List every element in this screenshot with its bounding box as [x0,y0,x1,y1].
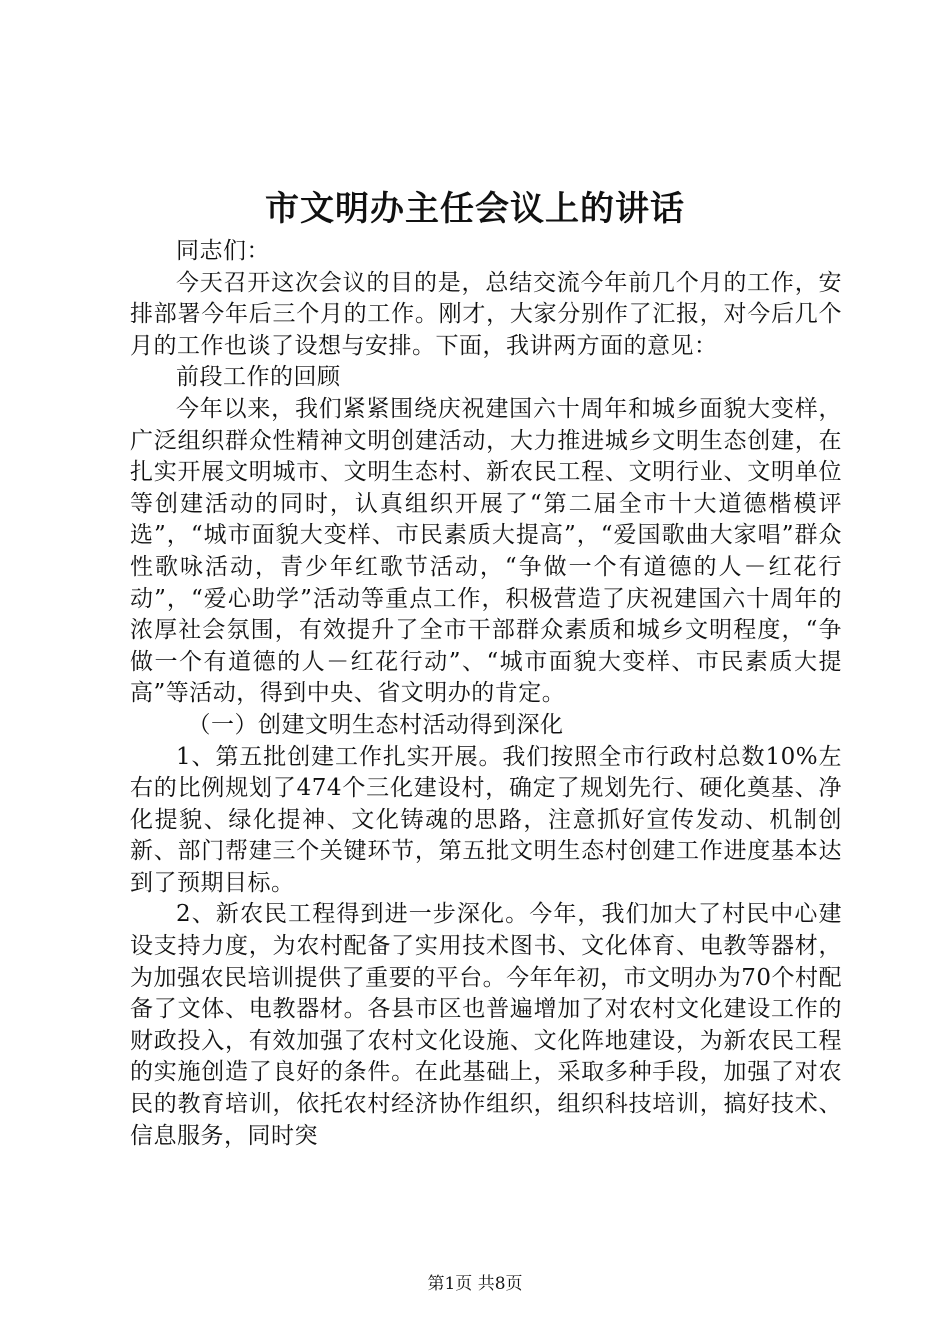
item-paragraph-2: 2、新农民工程得到进一步深化。今年，我们加大了村民中心建设支持力度，为农村配备了实用技术图书、文化体育、电教等器材，为加强农民培训提供了重要的平台。今年年初，市文明办为70个村配备了文体、电教器材。各县市区也普遍增加了对农村文化建设工作的财政投入，有效加强了农村文化设施、文化阵地建设，为新农民工程的实施创造了良好的条件。在此基础上，采取多种手段，加强了对农民的教育培训，依托农村经济协作组织，组织科技培训，搞好技术、信息服务，同时突 [130,901,842,1149]
page-footer: 第1页 共8页 [427,1274,523,1294]
intro-paragraph: 今天召开这次会议的目的是，总结交流今年前几个月的工作，安排部署今年后三个月的工作。刚才，大家分别作了汇报，对今后几个月的工作也谈了设想与安排。下面，我讲两方面的意见： [130,269,842,359]
section-heading: 前段工作的回顾 [176,364,341,391]
document-body [130,236,842,1152]
salutation-paragraph: 同志们： [176,238,270,264]
review-paragraph: 今年以来，我们紧紧围绕庆祝建国六十周年和城乡面貌大变样，广泛组织群众性精神文明创建活动，大力推进城乡文明生态创建，在扎实开展文明城市、文明生态村、新农民工程、文明行业、文明单位等创建活动的同时，认真组织开展了“第二届全市十大道德楷模评选”，“城市面貌大变样、市民素质大提高”，“爱国歌曲大家唱”群众性歌咏活动，青少年红歌节活动，“争做一个有道德的人－红花行动”，“爱心助学”活动等重点工作，积极营造了庆祝建国六十周年的浓厚社会氛围，有效提升了全市干部群众素质和城乡文明程度，“争做一个有道德的人－红花行动”、“城市面貌大变样、市民素质大提高”等活动，得到中央、省文明办的肯定。 [130,395,842,707]
item-paragraph-1: 1、第五批创建工作扎实开展。我们按照全市行政村总数10%左右的比例规划了474个三化建设村，确定了规划先行、硬化奠基、净化提貌、绿化提神、文化铸魂的思路，注意抓好宣传发动、机制创新、部门帮建三个关键环节，第五批文明生态村创建工作进度基本达到了预期目标。 [130,743,842,896]
subsection-heading: （一）创建文明生态村活动得到深化 [187,711,564,738]
document-title: 市文明办主任会议上的讲话 [265,189,685,229]
